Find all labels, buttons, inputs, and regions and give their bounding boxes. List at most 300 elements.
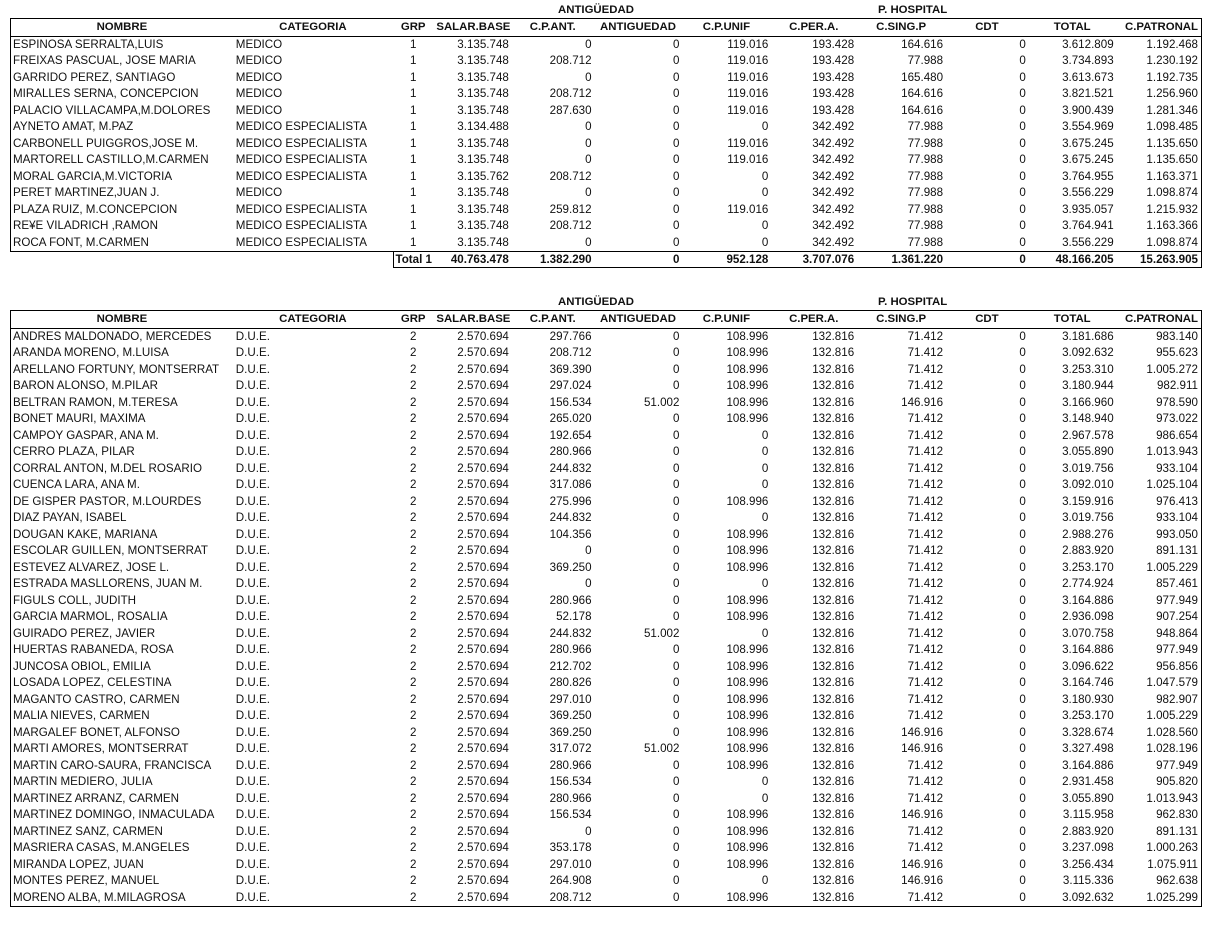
cell-grp: 2 [409, 445, 417, 458]
cell-antiguedad: 0 [673, 758, 680, 772]
cell-nombre: PALACIO VILLACAMPA,M.DOLORES [11, 103, 234, 120]
cell-grp: 2 [409, 346, 417, 359]
cell-cdt: 0 [1019, 346, 1026, 359]
antiguedad-group-label: ANTIGÜEDAD [558, 4, 634, 16]
cell-salar-base: 2.570.694 [457, 593, 509, 607]
cell-c-per-a: 132.816 [812, 791, 855, 805]
cell-antiguedad: 0 [673, 692, 680, 706]
cell-antiguedad: 0 [673, 643, 680, 656]
cell-nombre: MARTINEZ ARRANZ, CARMEN [11, 791, 234, 808]
cell-c-per-a: 132.816 [812, 841, 855, 854]
cell-c-p-unif: 0 [761, 169, 769, 183]
cell-antiguedad: 0 [595, 890, 683, 907]
cell-antiguedad: 0 [673, 560, 680, 574]
cell-categoria: D.U.E. [235, 610, 270, 623]
cell-c-sing-p: 71.412 [907, 544, 944, 557]
cell-grp: 2 [393, 890, 434, 907]
cell-nombre: RE¥E VILADRICH ,RAMON [11, 218, 234, 235]
cell-nombre: ANDRES MALDONADO, MERCEDES [11, 328, 234, 345]
cell-c-p-ant: 0 [585, 544, 592, 557]
cell-cdt: 0 [1019, 692, 1026, 706]
cell-categoria: D.U.E. [235, 346, 270, 359]
cell-categoria: MEDICO ESPECIALISTA [235, 169, 368, 183]
cell-c-p-unif: 108.996 [726, 395, 769, 409]
cell-total: 3.554.969 [1062, 120, 1114, 133]
cell-c-per-a: 132.816 [812, 379, 855, 392]
cell-c-p-ant: 0 [585, 37, 592, 51]
cell-c-p-unif: 108.996 [726, 593, 769, 607]
cell-categoria: D.U.E. [235, 626, 270, 640]
cell-c-p-ant: 264.908 [549, 874, 592, 887]
cell-nombre: GARRIDO PEREZ, SANTIAGO [11, 70, 234, 87]
cell-c-patronal: 1.000.263 [1117, 840, 1202, 857]
table-row [11, 626, 1202, 643]
cell-c-p-ant: 280.966 [549, 791, 592, 805]
cell-cdt: 0 [1019, 841, 1026, 854]
cell-grp: 1 [409, 70, 417, 84]
cell-cdt: 0 [1019, 742, 1026, 755]
cell-cdt: 0 [1019, 874, 1026, 887]
cell-c-sing-p: 71.412 [907, 560, 944, 574]
cell-c-sing-p: 77.988 [907, 202, 944, 216]
table-row [11, 218, 1202, 235]
cell-grp: 2 [409, 478, 417, 491]
cell-categoria: D.U.E. [235, 841, 270, 854]
cell-grp: 2 [409, 709, 417, 722]
table-row [11, 235, 1202, 252]
cell-total: 3.164.886 [1062, 593, 1114, 607]
cell-cdt: 0 [1019, 626, 1026, 640]
cell-c-p-ant: 0 [585, 577, 592, 590]
cell-antiguedad: 0 [673, 362, 680, 376]
cell-c-p-unif: 108.996 [726, 824, 769, 838]
cell-c-sing-p: 71.412 [907, 593, 944, 607]
cell-nombre: MARTINEZ SANZ, CARMEN [11, 824, 234, 841]
cell-antiguedad: 0 [673, 379, 680, 392]
cell-c-per-a: 132.816 [812, 494, 855, 508]
cell-total: 3.096.622 [1062, 659, 1114, 673]
cell-c-sing-p: 77.988 [907, 54, 944, 67]
cell-c-p-ant: 280.966 [549, 593, 592, 607]
cell-salar-base: 2.570.694 [457, 379, 509, 392]
table-row [11, 774, 1202, 791]
cell-total: 3.019.756 [1062, 461, 1114, 475]
column-header-salar-base: SALAR.BASE [434, 311, 512, 329]
cell-nombre: MARTIN CARO-SAURA, FRANCISCA [11, 758, 234, 775]
cell-c-patronal: 976.413 [1117, 494, 1202, 511]
cell-grp: 2 [409, 527, 417, 541]
cell-antiguedad: 0 [673, 186, 680, 199]
cell-c-patronal: 1.005.229 [1117, 708, 1202, 725]
total-c-p-ant: 1.382.290 [512, 252, 595, 268]
cell-categoria: MEDICO ESPECIALISTA [235, 153, 368, 166]
cell-c-p-ant: 0 [585, 186, 592, 199]
cell-antiguedad: 0 [673, 676, 680, 689]
salary-table-grp1 [10, 18, 1202, 268]
cell-total: 3.115.336 [1062, 874, 1114, 887]
cell-categoria: D.U.E. [235, 412, 270, 425]
cell-c-p-ant: 280.966 [549, 758, 592, 772]
cell-salar-base: 3.135.748 [457, 70, 509, 84]
cell-cdt: 0 [1019, 709, 1026, 722]
cell-antiguedad: 0 [673, 544, 680, 557]
cell-c-sing-p: 165.480 [901, 70, 944, 84]
cell-grp: 2 [409, 593, 417, 607]
table-row [11, 840, 1202, 857]
cell-c-per-a: 193.428 [812, 70, 855, 84]
cell-c-patronal: 933.104 [1117, 510, 1202, 527]
cell-c-p-unif: 119.016 [727, 202, 769, 216]
cell-salar-base: 2.570.694 [457, 428, 509, 442]
cell-cdt: 0 [1019, 544, 1026, 557]
cell-nombre: MONTES PEREZ, MANUEL [11, 873, 234, 890]
cell-c-p-unif: 108.996 [726, 643, 769, 656]
cell-c-p-unif: 108.996 [726, 329, 769, 343]
cell-antiguedad: 0 [673, 445, 680, 458]
cell-categoria: D.U.E. [235, 428, 270, 442]
cell-c-patronal: 986.654 [1117, 428, 1202, 445]
cell-nombre: BELTRAN RAMON, M.TERESA [11, 395, 234, 412]
cell-categoria: MEDICO ESPECIALISTA [234, 235, 393, 252]
cell-cdt: 0 [946, 235, 1029, 252]
cell-antiguedad: 0 [673, 511, 680, 524]
cell-c-patronal: 955.623 [1117, 345, 1202, 362]
cell-nombre: FIGULS COLL, JUDITH [11, 593, 234, 610]
cell-nombre: FREIXAS PASCUAL, JOSE MARIA [11, 53, 234, 70]
cell-c-p-unif: 108.996 [726, 758, 769, 772]
cell-c-patronal: 891.131 [1117, 824, 1202, 841]
cell-c-per-a: 193.428 [812, 37, 855, 51]
cell-nombre: MARTINEZ DOMINGO, INMACULADA [11, 807, 234, 824]
cell-c-per-a: 132.816 [812, 676, 855, 689]
cell-c-sing-p: 71.412 [907, 412, 944, 425]
cell-c-p-unif: 0 [682, 235, 771, 252]
cell-categoria: MEDICO ESPECIALISTA [235, 136, 368, 150]
cell-c-p-unif: 108.996 [726, 692, 769, 706]
cell-grp: 2 [409, 692, 417, 706]
cell-salar-base: 2.570.694 [457, 725, 509, 739]
cell-grp: 2 [409, 329, 417, 343]
cell-c-per-a: 132.816 [812, 461, 855, 475]
cell-cdt: 0 [1019, 120, 1026, 133]
cell-c-p-unif: 0 [761, 577, 769, 590]
cell-nombre: DOUGAN KAKE, MARIANA [11, 527, 234, 544]
cell-grp: 1 [409, 219, 417, 232]
cell-cdt: 0 [1019, 395, 1026, 409]
cell-c-sing-p: 71.412 [907, 610, 944, 623]
total-row-spacer [11, 252, 394, 268]
cell-c-p-unif: 0 [761, 791, 769, 805]
cell-cdt: 0 [1019, 659, 1026, 673]
cell-c-p-unif: 119.016 [727, 153, 769, 166]
cell-total: 3.734.893 [1062, 54, 1114, 67]
cell-c-p-unif: 108.996 [726, 362, 769, 376]
cell-antiguedad: 0 [673, 610, 680, 623]
cell-categoria: D.U.E. [235, 577, 270, 590]
cell-total: 3.900.439 [1062, 103, 1114, 117]
cell-c-p-ant: 369.250 [549, 709, 592, 722]
cell-c-p-ant: 156.534 [549, 808, 592, 821]
cell-c-sing-p: 71.412 [907, 659, 944, 673]
hospital-group-label: P. HOSPITAL [878, 4, 948, 16]
column-header-c-patronal: C.PATRONAL [1117, 311, 1202, 329]
total-c-patronal: 15.263.905 [1117, 252, 1202, 268]
cell-nombre: ARANDA MORENO, M.LUISA [11, 345, 234, 362]
cell-categoria: D.U.E. [235, 874, 270, 887]
table-row [11, 494, 1202, 511]
cell-salar-base: 2.570.694 [457, 577, 509, 590]
cell-total: 3.055.890 [1062, 445, 1114, 458]
cell-c-per-a: 132.816 [812, 412, 855, 425]
cell-c-patronal: 1.028.196 [1117, 741, 1202, 758]
cell-categoria: D.U.E. [235, 593, 270, 607]
cell-salar-base: 2.570.694 [457, 676, 509, 689]
cell-grp: 2 [409, 511, 417, 524]
cell-c-per-a: 132.816 [812, 560, 855, 574]
cell-total: 2.774.924 [1062, 577, 1114, 590]
cell-nombre: MORAL GARCIA,M.VICTORIA [11, 169, 234, 186]
table-row [11, 362, 1202, 379]
cell-categoria: MEDICO ESPECIALISTA [235, 120, 368, 133]
cell-c-per-a: 132.816 [812, 511, 855, 524]
cell-c-p-ant: 297.766 [549, 329, 592, 343]
table-row [11, 890, 1202, 907]
cell-total: 3.253.310 [1062, 362, 1114, 376]
cell-total: 3.055.890 [1062, 791, 1114, 805]
cell-c-sing-p: 71.412 [907, 791, 944, 805]
cell-total: 3.613.673 [1062, 70, 1114, 84]
cell-nombre: DIAZ PAYAN, ISABEL [11, 510, 234, 527]
cell-antiguedad: 0 [673, 120, 680, 133]
cell-cdt: 0 [1019, 725, 1026, 739]
column-header-nombre: NOMBRE [11, 19, 234, 37]
cell-c-p-unif: 0 [761, 626, 769, 640]
cell-categoria: MEDICO [235, 87, 283, 100]
cell-cdt: 0 [1019, 54, 1026, 67]
cell-c-p-unif: 108.996 [726, 659, 769, 673]
cell-grp: 2 [409, 725, 417, 739]
cell-c-sing-p: 146.916 [901, 808, 944, 821]
cell-categoria: MEDICO [235, 103, 283, 117]
cell-nombre: ESCOLAR GUILLEN, MONTSERRAT [11, 543, 234, 560]
table-row [11, 477, 1202, 494]
cell-cdt: 0 [1019, 412, 1026, 425]
cell-c-p-unif: 108.996 [726, 676, 769, 689]
cell-salar-base: 3.135.748 [457, 54, 509, 67]
table-row [11, 461, 1202, 478]
cell-grp: 2 [409, 610, 417, 623]
cell-c-per-a: 132.816 [812, 362, 855, 376]
cell-total: 3.256.434 [1062, 857, 1114, 871]
cell-salar-base: 2.570.694 [457, 544, 509, 557]
cell-c-p-ant: 244.832 [549, 461, 592, 475]
total-row [11, 252, 1202, 268]
cell-c-p-unif: 0 [761, 186, 769, 199]
table-row [11, 543, 1202, 560]
cell-salar-base: 2.570.694 [457, 412, 509, 425]
cell-total: 3.253.170 [1062, 709, 1114, 722]
cell-salar-base: 3.135.748 [457, 37, 509, 51]
cell-antiguedad: 0 [673, 593, 680, 607]
cell-grp: 2 [409, 428, 417, 442]
column-header-c-p-unif: C.P.UNIF [682, 19, 771, 37]
cell-antiguedad: 0 [673, 412, 680, 425]
table-row [11, 692, 1202, 709]
table-row [11, 378, 1202, 395]
cell-c-patronal: 982.907 [1117, 692, 1202, 709]
table-row [11, 593, 1202, 610]
cell-c-p-ant: 208.712 [549, 219, 592, 232]
total-c-p-unif: 952.128 [682, 252, 771, 268]
table-row [11, 53, 1202, 70]
cell-c-p-unif: 119.016 [727, 54, 769, 67]
cell-c-patronal: 1.098.485 [1117, 119, 1202, 136]
cell-cdt: 0 [1019, 808, 1026, 821]
cell-cdt: 0 [1019, 153, 1026, 166]
column-header-c-per-a: C.PER.A. [771, 311, 857, 329]
cell-c-per-a: 132.816 [812, 610, 855, 623]
table-row [11, 824, 1202, 841]
column-header-c-patronal: C.PATRONAL [1117, 19, 1202, 37]
cell-antiguedad: 0 [673, 775, 680, 788]
cell-c-per-a: 132.816 [812, 824, 855, 838]
cell-c-patronal: 1.047.579 [1117, 675, 1202, 692]
cell-salar-base: 3.135.748 [457, 202, 509, 216]
cell-total: 3.166.960 [1062, 395, 1114, 409]
cell-cdt: 0 [1019, 202, 1026, 216]
cell-salar-base: 2.570.694 [457, 560, 509, 574]
cell-antiguedad: 0 [673, 153, 680, 166]
cell-c-p-ant: 208.712 [549, 54, 592, 67]
cell-categoria: D.U.E. [235, 659, 270, 673]
cell-c-p-unif: 108.996 [682, 890, 771, 907]
cell-antiguedad: 51.002 [643, 742, 680, 755]
cell-c-p-ant: 317.072 [549, 742, 592, 755]
cell-antiguedad: 0 [673, 494, 680, 508]
cell-categoria: D.U.E. [235, 511, 270, 524]
column-header-c-p-unif: C.P.UNIF [682, 311, 771, 329]
cell-grp: 2 [409, 659, 417, 673]
cell-antiguedad: 0 [673, 169, 680, 183]
cell-grp: 2 [409, 824, 417, 838]
cell-salar-base: 2.570.694 [457, 841, 509, 854]
column-header-categoria: CATEGORIA [234, 19, 393, 37]
cell-c-sing-p: 146.916 [901, 395, 944, 409]
cell-c-per-a: 132.816 [812, 329, 855, 343]
cell-cdt: 0 [1019, 362, 1026, 376]
column-header-cdt: CDT [946, 311, 1029, 329]
column-header-categoria: CATEGORIA [234, 311, 393, 329]
cell-salar-base: 2.570.694 [457, 643, 509, 656]
cell-c-sing-p: 71.412 [907, 758, 944, 772]
cell-nombre: ESTEVEZ ALVAREZ, JOSE L. [11, 560, 234, 577]
cell-salar-base: 2.570.694 [457, 857, 509, 871]
cell-total: 3.092.632 [1029, 890, 1117, 907]
cell-c-per-a: 193.428 [812, 103, 855, 117]
cell-categoria: D.U.E. [235, 478, 270, 491]
cell-c-p-unif: 108.996 [726, 841, 769, 854]
cell-c-sing-p: 71.412 [907, 511, 944, 524]
column-header-row [11, 311, 1202, 329]
cell-salar-base: 3.135.748 [457, 153, 509, 166]
cell-total: 3.821.521 [1062, 87, 1114, 100]
cell-cdt: 0 [1019, 329, 1026, 343]
cell-c-per-a: 132.816 [812, 395, 855, 409]
cell-total: 2.931.458 [1062, 775, 1114, 788]
cell-cdt: 0 [946, 890, 1029, 907]
cell-c-sing-p: 71.412 [907, 329, 944, 343]
cell-c-patronal: 982.911 [1117, 378, 1202, 395]
cell-c-p-ant: 265.020 [549, 412, 592, 425]
cell-c-patronal: 973.022 [1117, 411, 1202, 428]
cell-c-p-ant: 0 [585, 136, 592, 150]
cell-c-per-a: 342.492 [812, 153, 855, 166]
cell-antiguedad: 0 [673, 329, 680, 343]
cell-c-p-ant: 353.178 [549, 841, 592, 854]
cell-grp: 2 [409, 461, 417, 475]
cell-c-p-unif: 119.016 [727, 87, 769, 100]
cell-c-p-unif: 108.996 [726, 808, 769, 821]
cell-c-patronal: 857.461 [1117, 576, 1202, 593]
table-row [11, 659, 1202, 676]
cell-c-sing-p: 77.988 [907, 219, 944, 232]
cell-nombre: CUENCA LARA, ANA M. [11, 477, 234, 494]
cell-c-sing-p: 71.412 [857, 890, 946, 907]
cell-salar-base: 2.570.694 [457, 742, 509, 755]
cell-c-patronal: 1.256.960 [1117, 86, 1202, 103]
cell-salar-base: 2.570.694 [457, 346, 509, 359]
cell-nombre: BARON ALONSO, M.PILAR [11, 378, 234, 395]
cell-c-sing-p: 146.916 [901, 725, 944, 739]
cell-cdt: 0 [1019, 428, 1026, 442]
cell-antiguedad: 0 [673, 725, 680, 739]
cell-nombre: ESTRADA MASLLORENS, JUAN M. [11, 576, 234, 593]
cell-cdt: 0 [1019, 103, 1026, 117]
cell-nombre: AYNETO AMAT, M.PAZ [11, 119, 234, 136]
cell-nombre: MIRANDA LOPEZ, JUAN [11, 857, 234, 874]
cell-total: 3.764.941 [1062, 219, 1114, 232]
cell-c-sing-p: 77.988 [857, 235, 946, 252]
cell-c-sing-p: 71.412 [907, 379, 944, 392]
total-c-per-a: 3.707.076 [771, 252, 857, 268]
cell-c-p-ant: 208.712 [549, 169, 592, 183]
cell-nombre: GARCIA MARMOL, ROSALIA [11, 609, 234, 626]
cell-c-sing-p: 71.412 [907, 346, 944, 359]
cell-cdt: 0 [1019, 527, 1026, 541]
cell-nombre: MARGALEF BONET, ALFONSO [11, 725, 234, 742]
hospital-group-label: P. HOSPITAL [878, 296, 948, 308]
cell-c-per-a: 132.816 [812, 428, 855, 442]
cell-grp: 2 [409, 874, 417, 887]
cell-c-sing-p: 71.412 [907, 478, 944, 491]
table-row [11, 675, 1202, 692]
cell-c-sing-p: 164.616 [901, 37, 944, 51]
cell-grp: 1 [409, 103, 417, 117]
cell-grp: 2 [409, 577, 417, 590]
cell-grp: 2 [409, 775, 417, 788]
cell-c-per-a: 132.816 [812, 742, 855, 755]
cell-grp: 2 [409, 742, 417, 755]
cell-total: 2.988.276 [1062, 527, 1114, 541]
group-header-row [10, 296, 1202, 310]
cell-nombre: MARTIN MEDIERO, JULIA [11, 774, 234, 791]
cell-nombre: MORENO ALBA, M.MILAGROSA [11, 890, 234, 907]
table-row [11, 103, 1202, 120]
cell-c-patronal: 1.215.932 [1117, 202, 1202, 219]
cell-c-sing-p: 164.616 [901, 103, 944, 117]
cell-c-p-ant: 275.996 [549, 494, 592, 508]
column-header-grp: GRP [393, 19, 434, 37]
